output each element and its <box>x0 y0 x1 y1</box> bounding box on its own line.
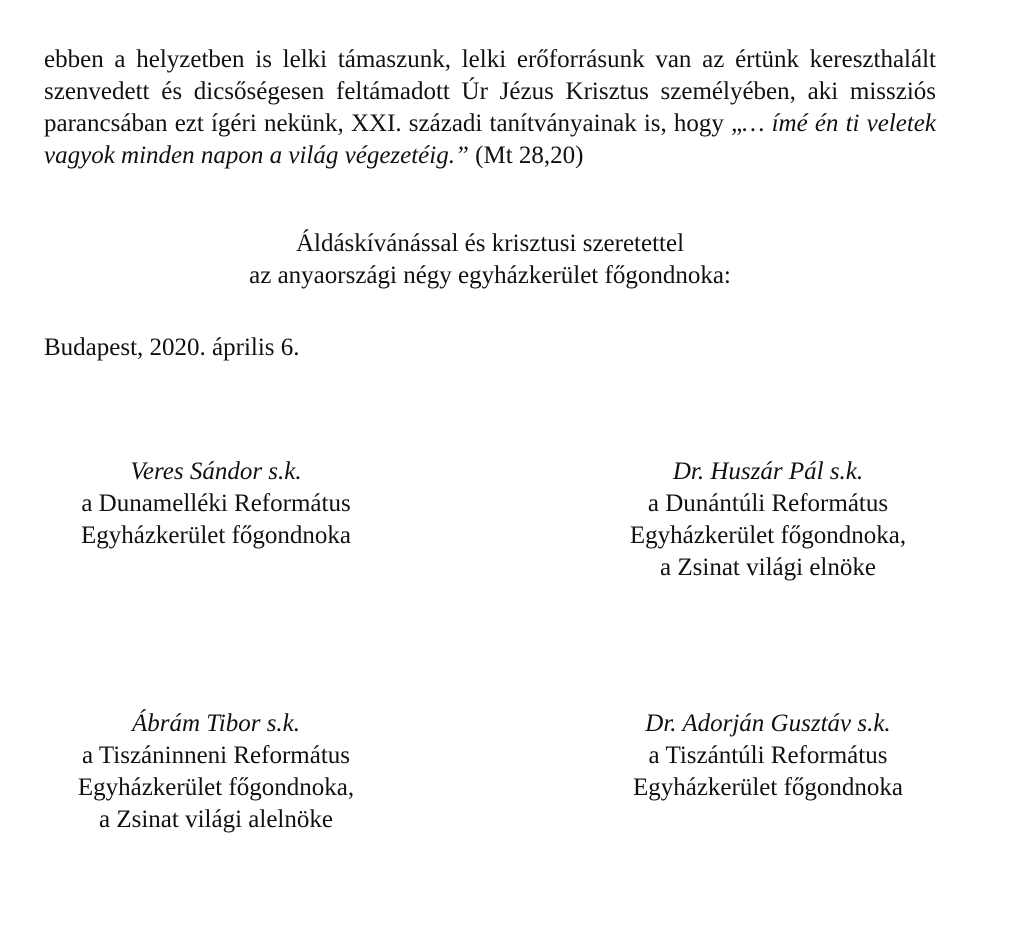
signatory-title-line: Egyházkerület főgondnoka <box>80 522 352 549</box>
signatory-title-line: Egyházkerület főgondnoka <box>632 774 904 801</box>
greeting-line-2: az anyaországi négy egyházkerület főgondnoka: <box>249 262 731 289</box>
signatory-title-line: a Zsinat világi alelnöke <box>99 806 333 833</box>
signatory-title-line: a Zsinat világi elnöke <box>660 554 876 581</box>
signatory-title-line: a Dunántúli Református <box>647 490 889 517</box>
closing-greeting <box>0 228 980 292</box>
bible-quote: … ímé én ti veletek vagyok minden napon a világ végezetéig.” <box>44 110 937 169</box>
signatory-title-line: Egyházkerület főgondnoka, <box>77 774 355 801</box>
signatory-title-line: Egyházkerület főgondnoka, <box>629 522 907 549</box>
place-date-line: Budapest, 2020. április 6. <box>44 334 300 361</box>
signatory-title-line: a Dunamelléki Református <box>81 490 351 517</box>
signatory-name: Dr. Huszár Pál s.k. <box>672 458 864 485</box>
signatory-name: Dr. Adorján Gusztáv s.k. <box>645 710 891 737</box>
signature-block-dunantuli <box>578 456 958 584</box>
signature-block-tiszantuli <box>578 708 958 804</box>
bible-citation: (Mt 28,20) <box>468 142 584 169</box>
signatory-title-line: a Tiszántúli Református <box>648 742 888 769</box>
signatory-name: Veres Sándor s.k. <box>130 458 302 485</box>
signature-block-dunamelleki <box>26 456 406 552</box>
greeting-line-1: Áldáskívánással és krisztusi szeretettel <box>295 230 685 257</box>
letter-paragraph <box>44 44 936 172</box>
signatory-name: Ábrám Tibor s.k. <box>131 710 301 737</box>
paragraph-text: ebben a helyzetben is lelki támaszunk, lelki erőforrásunk van az értünk kereszthalált szenvedett és dicsőségesen feltámadott Úr Jézus Krisztus személyében, aki missziós parancsában ezt ígéri nekünk, XXI. századi tanítványainak is, hogy „ <box>44 46 936 137</box>
signature-block-tiszaninneni <box>26 708 406 836</box>
signatory-title-line: a Tiszáninneni Református <box>81 742 351 769</box>
